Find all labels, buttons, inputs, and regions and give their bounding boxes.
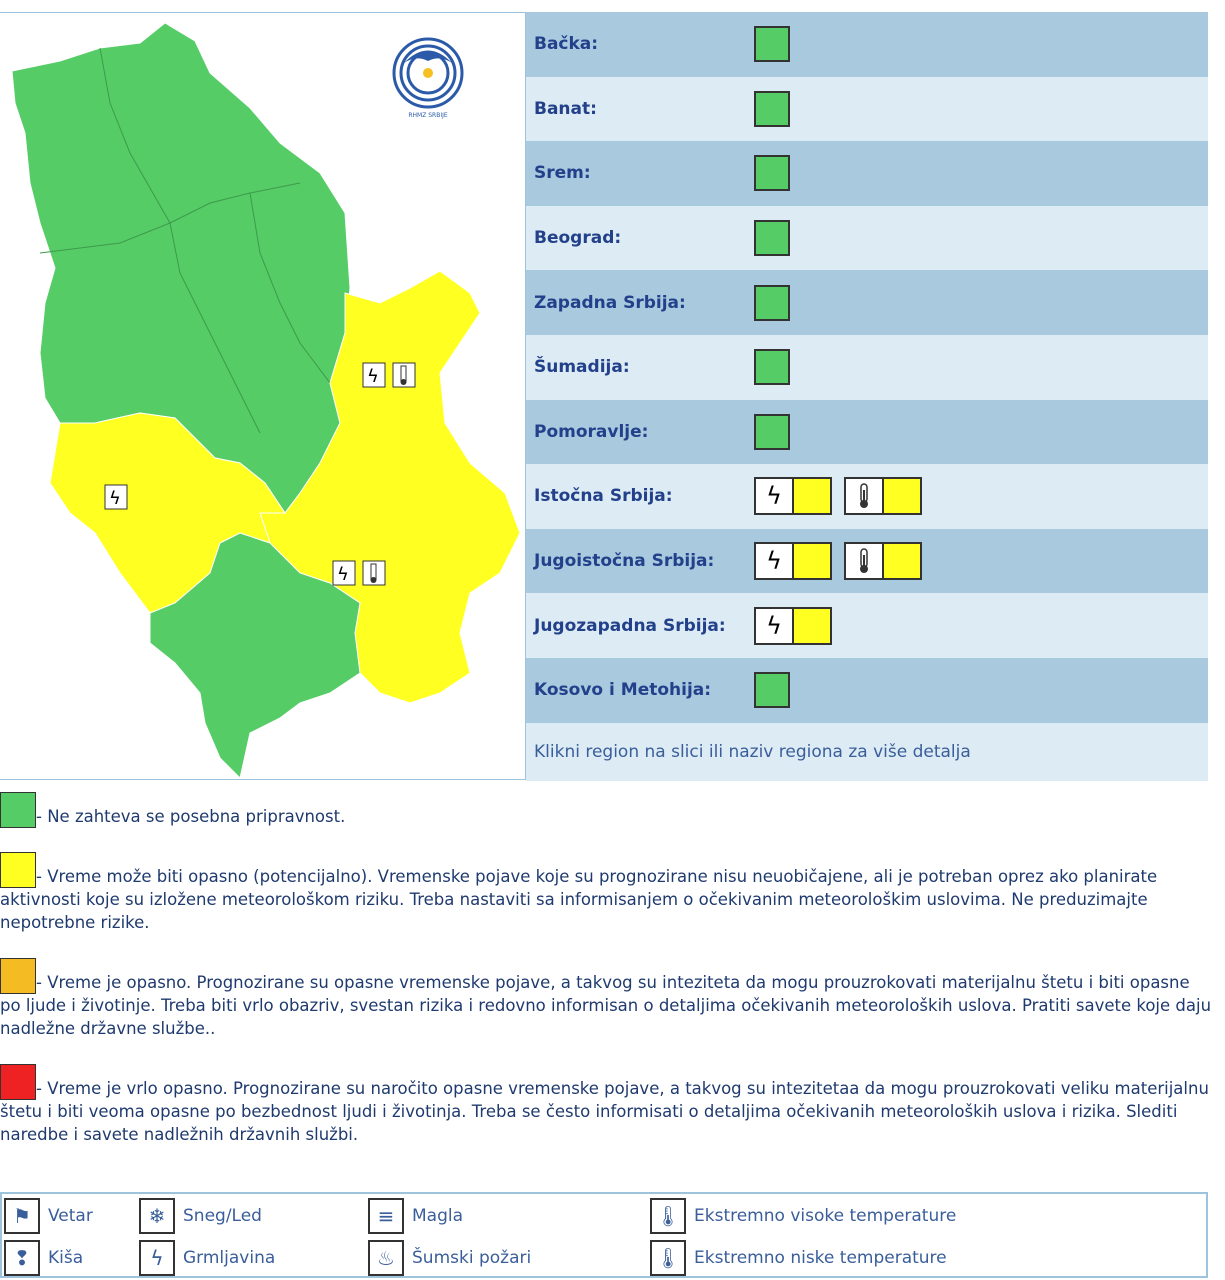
lightning-icon: ϟ xyxy=(139,1240,175,1276)
lightning-icon: ϟ xyxy=(756,479,794,513)
legend-red xyxy=(0,1064,1215,1146)
legend-fire: ♨ Šumski požari xyxy=(368,1240,531,1276)
legend-wind: ⚑ Vetar xyxy=(4,1198,93,1234)
map-thermometer-icon xyxy=(393,363,415,387)
thermometer-low-icon: 🌡 xyxy=(650,1240,686,1276)
region-status xyxy=(754,542,922,580)
legend-red-text: - Vreme je vrlo opasno. Prognozirane su naročito opasne vremenske pojave, a takvog su intezitetaa da mogu prouzrokovati veliku materijalnu štetu i biti veoma opasne po bezbednost ljudi i životinja. Treba se često informisati o detaljima očekivanih meteoroloških uslova i rizika. Slediti naredbe i savete nadležnih državnih službi. xyxy=(0,1079,1209,1144)
thermometer-icon xyxy=(846,479,884,513)
svg-text:ϟ: ϟ xyxy=(367,366,379,387)
region-status xyxy=(754,349,790,385)
region-status xyxy=(754,155,790,191)
status-square[interactable] xyxy=(754,672,790,708)
legend-orange-text: - Vreme je opasno. Prognozirane su opasne vremenske pojave, a takvog su inteziteta da mogu prouzrokovati materijalnu štetu i biti opasne po ljude i životinje. Treba biti vrlo obazriv, svestan rizika i redovno informisan o detaljima očekivanih meteoroloških uslova. Pratiti savete koje daju nadležne državne službe.. xyxy=(0,973,1212,1038)
region-row[interactable] xyxy=(526,141,1208,206)
region-status xyxy=(754,477,922,515)
logo-text: RHMZ SRBIJE xyxy=(408,112,448,119)
hint-text: Klikni region na slici ili naziv regiona za više detalja xyxy=(526,723,1208,781)
color-legend xyxy=(0,792,1215,1172)
warning-color xyxy=(884,479,920,513)
region-status xyxy=(754,26,790,62)
region-status xyxy=(754,220,790,256)
status-square[interactable] xyxy=(754,349,790,385)
region-row[interactable] xyxy=(526,464,1208,529)
warning-badge[interactable] xyxy=(754,477,832,515)
status-square[interactable] xyxy=(754,220,790,256)
region-row[interactable] xyxy=(526,77,1208,142)
region-name-link[interactable]: Zapadna Srbija: xyxy=(534,292,686,313)
map-thunder-icon xyxy=(363,363,385,387)
region-row[interactable] xyxy=(526,400,1208,465)
orange-swatch xyxy=(0,958,36,994)
region-row[interactable] xyxy=(526,335,1208,400)
warning-badge[interactable] xyxy=(844,542,922,580)
legend-green xyxy=(0,792,1215,828)
warning-color xyxy=(884,544,920,578)
lightning-icon: ϟ xyxy=(756,544,794,578)
status-square[interactable] xyxy=(754,91,790,127)
warning-badge[interactable] xyxy=(754,607,832,645)
region-row[interactable] xyxy=(526,12,1208,77)
legend-high-temp: 🌡 Ekstremno visoke temperature xyxy=(650,1198,956,1234)
thermometer-high-icon: 🌡 xyxy=(650,1198,686,1234)
regions-table xyxy=(526,12,1208,781)
warning-color xyxy=(794,479,830,513)
lightning-icon: ϟ xyxy=(756,609,794,643)
region-name-link[interactable]: Istočna Srbija: xyxy=(534,486,673,507)
legend-green-text: - Ne zahteva se posebna pripravnost. xyxy=(36,807,346,826)
svg-text:ϟ: ϟ xyxy=(109,488,121,509)
region-row[interactable] xyxy=(526,529,1208,594)
legend-thunder: ϟ Grmljavina xyxy=(139,1240,275,1276)
region-name-link[interactable]: Jugozapadna Srbija: xyxy=(534,615,726,636)
region-name-link[interactable]: Srem: xyxy=(534,163,591,184)
status-square[interactable] xyxy=(754,414,790,450)
region-row[interactable] xyxy=(526,593,1208,658)
legend-rain: ❢ Kiša xyxy=(4,1240,83,1276)
region-name-link[interactable]: Beograd: xyxy=(534,228,622,249)
map-panel xyxy=(0,12,526,780)
status-square[interactable] xyxy=(754,285,790,321)
region-status xyxy=(754,91,790,127)
legend-fog: ≡ Magla xyxy=(368,1198,463,1234)
warning-color xyxy=(794,609,830,643)
map-thunder-icon xyxy=(105,485,127,509)
rhmz-logo xyxy=(390,33,466,119)
fog-icon: ≡ xyxy=(368,1198,404,1234)
region-name-link[interactable]: Šumadija: xyxy=(534,357,630,378)
region-row[interactable] xyxy=(526,270,1208,335)
region-status xyxy=(754,414,790,450)
region-status xyxy=(754,285,790,321)
region-name-link[interactable]: Banat: xyxy=(534,98,597,119)
serbia-map xyxy=(0,13,525,779)
green-swatch xyxy=(0,792,36,828)
rain-icon: ❢ xyxy=(4,1240,40,1276)
warning-badge[interactable] xyxy=(844,477,922,515)
region-name-link[interactable]: Kosovo i Metohija: xyxy=(534,680,712,701)
icon-legend xyxy=(0,1192,1208,1278)
thermometer-icon xyxy=(846,544,884,578)
status-square[interactable] xyxy=(754,155,790,191)
legend-yellow-text: - Vreme može biti opasno (potencijalno). Vremenske pojave koje su prognozirane nisu neuobičajene, ali je potreban oprez ako planirate aktivnosti koje su izložene meteorološkom riziku. Treba nastaviti sa informisanjem o očekivanim meteorološkim uslovima. Ne preduzimajte nepotrebne rizike. xyxy=(0,867,1158,932)
legend-orange xyxy=(0,958,1215,1040)
map-thunder-icon xyxy=(333,561,355,585)
region-status xyxy=(754,672,790,708)
snowflake-icon: ❄ xyxy=(139,1198,175,1234)
map-thermometer-icon xyxy=(363,561,385,585)
red-swatch xyxy=(0,1064,36,1100)
forest-fire-icon: ♨ xyxy=(368,1240,404,1276)
region-row[interactable] xyxy=(526,206,1208,271)
legend-snow: ❄ Sneg/Led xyxy=(139,1198,262,1234)
svg-text:ϟ: ϟ xyxy=(337,564,349,585)
warning-color xyxy=(794,544,830,578)
legend-low-temp: 🌡 Ekstremno niske temperature xyxy=(650,1240,947,1276)
region-name-link[interactable]: Jugoistočna Srbija: xyxy=(534,551,715,572)
status-square[interactable] xyxy=(754,26,790,62)
warning-badge[interactable] xyxy=(754,542,832,580)
region-status xyxy=(754,607,832,645)
yellow-swatch xyxy=(0,852,36,888)
region-row[interactable] xyxy=(526,658,1208,723)
wind-icon: ⚑ xyxy=(4,1198,40,1234)
region-name-link[interactable]: Bačka: xyxy=(534,34,599,55)
legend-yellow xyxy=(0,852,1215,934)
region-name-link[interactable]: Pomoravlje: xyxy=(534,421,649,442)
